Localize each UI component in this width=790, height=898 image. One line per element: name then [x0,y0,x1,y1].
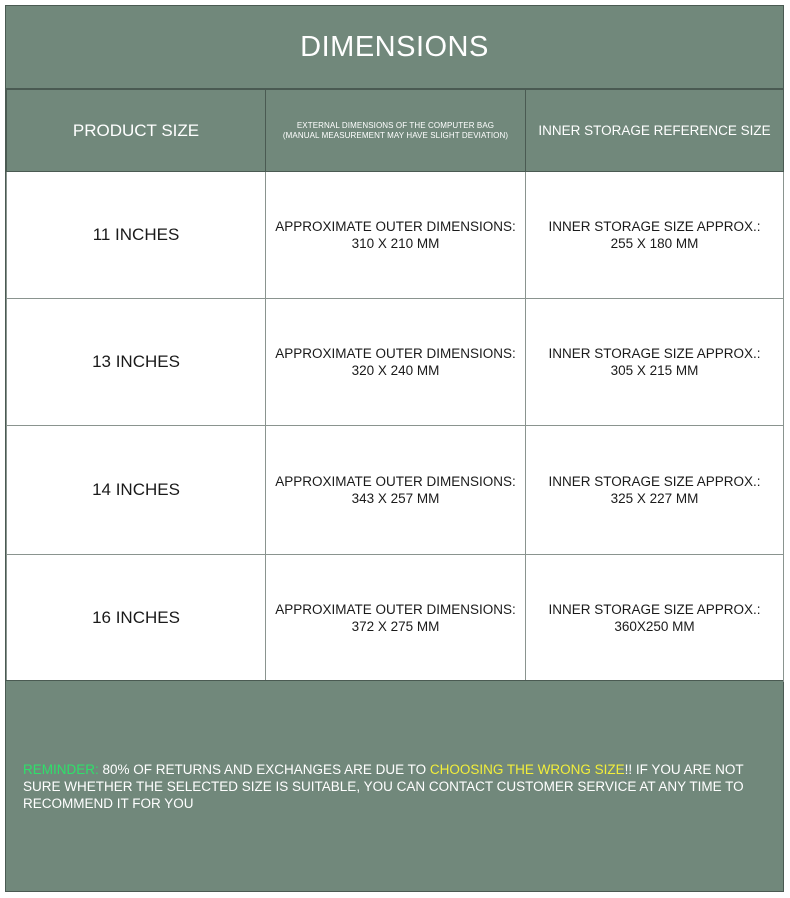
header-product-size: PRODUCT SIZE [7,90,266,172]
reminder-label: REMINDER: [23,761,99,777]
outer-value: 343 X 257 MM [351,491,440,506]
size-cell: 14 INCHES [7,426,266,555]
table-row [7,426,784,555]
outer-label: APPROXIMATE OUTER DIMENSIONS: [275,602,516,617]
size-cell: 11 INCHES [7,172,266,299]
outer-dimensions-cell [266,555,526,682]
header-external-line1: EXTERNAL DIMENSIONS OF THE COMPUTER BAG [296,120,495,130]
reminder-text [23,761,773,812]
inner-value: 255 X 180 MM [610,236,699,251]
table-row [7,555,784,682]
inner-value: 305 X 215 MM [610,363,699,378]
page-title: DIMENSIONS [300,30,489,63]
outer-label: APPROXIMATE OUTER DIMENSIONS: [275,346,516,361]
inner-label: INNER STORAGE SIZE APPROX.: [548,474,761,489]
outer-dimensions-cell [266,426,526,555]
reminder-text-after: !! IF YOU ARE NOT SURE WHETHER THE SELECTED SIZE IS SUITABLE, YOU CAN CONTACT CUSTOMER SERVICE AT ANY TIME TO RECOMMEND IT FOR YOU [23,761,744,811]
header-inner-storage: INNER STORAGE REFERENCE SIZE [526,90,784,172]
inner-label: INNER STORAGE SIZE APPROX.: [548,219,761,234]
dimensions-chart [5,5,784,892]
outer-value: 372 X 275 MM [351,619,440,634]
table-row [7,299,784,426]
inner-dimensions-cell [526,299,784,426]
outer-label: APPROXIMATE OUTER DIMENSIONS: [275,219,516,234]
inner-label: INNER STORAGE SIZE APPROX.: [548,346,761,361]
size-cell: 13 INCHES [7,299,266,426]
header-external-line2: (MANUAL MEASUREMENT MAY HAVE SLIGHT DEVIATION) [282,130,509,140]
outer-value: 320 X 240 MM [351,363,440,378]
outer-value: 310 X 210 MM [351,236,440,251]
outer-label: APPROXIMATE OUTER DIMENSIONS: [275,474,516,489]
table-header-row [7,90,784,172]
outer-dimensions-cell [266,172,526,299]
inner-dimensions-cell [526,426,784,555]
inner-dimensions-cell [526,555,784,682]
inner-value: 360X250 MM [614,619,695,634]
reminder-highlight: CHOOSING THE WRONG SIZE [429,761,625,777]
header-external-dimensions [266,90,526,172]
size-cell: 16 INCHES [7,555,266,682]
inner-dimensions-cell [526,172,784,299]
table-row [7,172,784,299]
outer-dimensions-cell [266,299,526,426]
dimensions-table [6,89,784,682]
title-bar [6,6,783,89]
inner-value: 325 X 227 MM [610,491,699,506]
reminder-panel [6,680,783,891]
reminder-text-before: 80% OF RETURNS AND EXCHANGES ARE DUE TO [98,761,430,777]
inner-label: INNER STORAGE SIZE APPROX.: [548,602,761,617]
